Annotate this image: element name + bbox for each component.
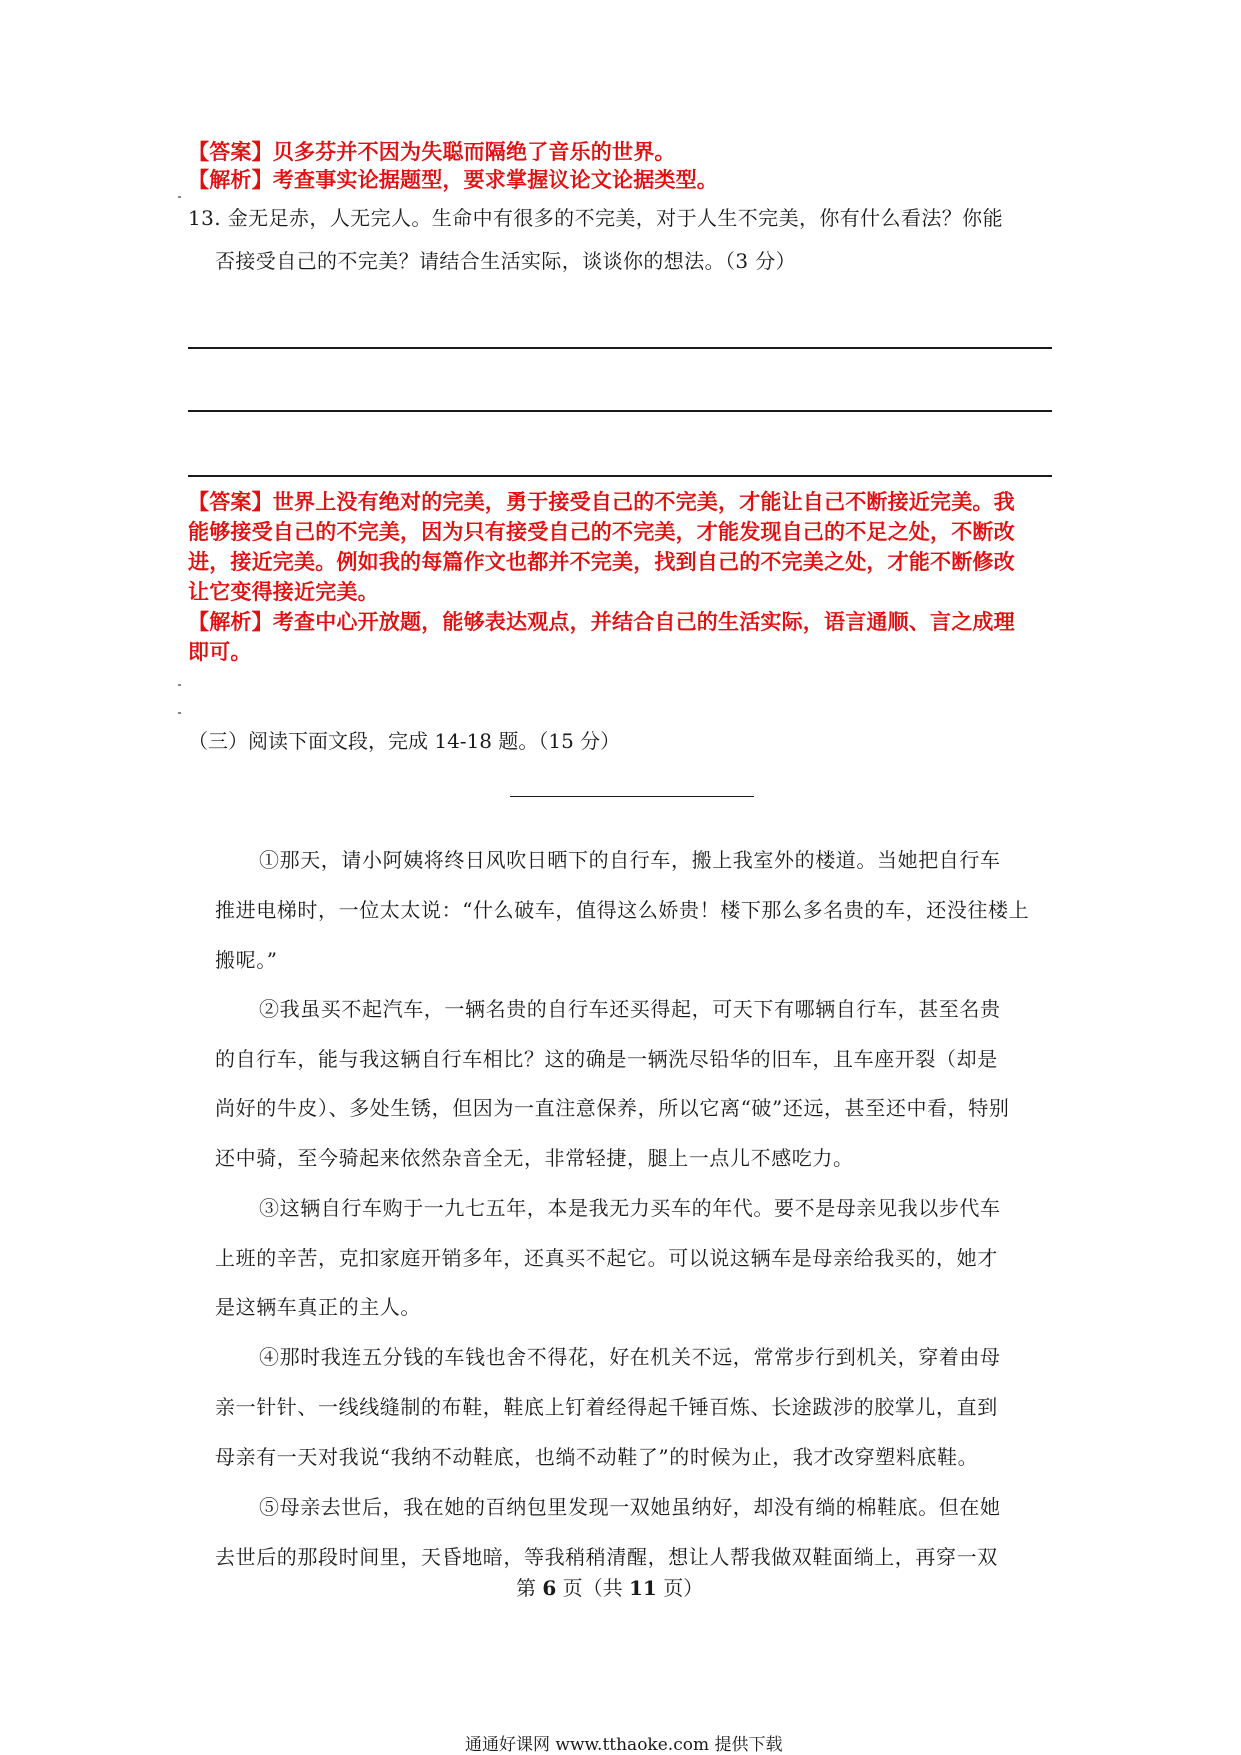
question-13-line-1: 13. 金无足赤，人无完人。生命中有很多的不完美，对于人生不完美，你有什么看法？你能 — [188, 206, 1003, 230]
passage-line: 推进电梯时，一位太太说：“什么破车，值得这么娇贵！楼下那么多名贵的车，还没往楼上 — [215, 898, 1030, 922]
analysis-12: 【解析】考查事实论据题型，要求掌握议论文论据类型。 — [188, 167, 718, 192]
answer-13-line: 能够接受自己的不完美，因为只有接受自己的不完美，才能发现自己的不足之处，不断改 — [188, 519, 1015, 544]
passage-line: 去世后的那段时间里，天昏地暗，等我稍稍清醒，想让人帮我做双鞋面绱上，再穿一双 — [215, 1545, 998, 1569]
passage-line: ⑤母亲去世后，我在她的百纳包里发现一双她虽纳好，却没有绱的棉鞋底。但在她 — [259, 1495, 1001, 1519]
passage-line: ④那时我连五分钱的车钱也舍不得花，好在机关不远，常常步行到机关，穿着由母 — [259, 1345, 1001, 1369]
passage-line: 亲一针针、一线线缝制的布鞋，鞋底上钉着经得起千锤百炼、长途跋涉的胶掌儿，直到 — [215, 1395, 998, 1419]
answer-writing-line — [188, 347, 1052, 349]
page-number-current: 6 — [542, 1576, 557, 1600]
page-number-prefix: 第 — [516, 1576, 536, 1600]
source-footer: 通通好课网 www.tthaoke.com 提供下载 — [465, 1735, 783, 1755]
answer-13-line: 进，接近完美。例如我的每篇作文也都并不完美，找到自己的不完美之处，才能不断修改 — [188, 549, 1015, 574]
passage-line: ③这辆自行车购于一九七五年，本是我无力买车的年代。要不是母亲见我以步代车 — [259, 1196, 1001, 1220]
answer-writing-line — [188, 410, 1052, 412]
page-number-middle: 页（共 — [562, 1576, 623, 1600]
page-number-total: 11 — [629, 1576, 657, 1600]
analysis-13-line: 即可。 — [188, 639, 252, 664]
passage-title-line — [510, 796, 754, 797]
passage-line: 还中骑，至今骑起来依然杂音全无，非常轻捷，腿上一点儿不感吃力。 — [215, 1146, 854, 1170]
answer-13-line: 【答案】世界上没有绝对的完美，勇于接受自己的不完美，才能让自己不断接近完美。我 — [188, 489, 1015, 514]
passage-line: 母亲有一天对我说“我纳不动鞋底，也绱不动鞋了”的时候为止，我才改穿塑料底鞋。 — [215, 1445, 979, 1469]
margin-mark — [178, 684, 181, 686]
margin-mark — [178, 196, 181, 198]
passage-line: ②我虽买不起汽车，一辆名贵的自行车还买得起，可天下有哪辆自行车，甚至名贵 — [259, 997, 1001, 1021]
analysis-13-line: 【解析】考查中心开放题，能够表达观点，并结合自己的生活实际，语言通顺、言之成理 — [188, 609, 1015, 634]
page-number-suffix: 页） — [663, 1576, 704, 1600]
question-13-line-2: 否接受自己的不完美？请结合生活实际，谈谈你的想法。（3 分） — [215, 249, 797, 273]
passage-line: ①那天，请小阿姨将终日风吹日晒下的自行车，搬上我室外的楼道。当她把自行车 — [259, 848, 1001, 872]
answer-12: 【答案】贝多芬并不因为失聪而隔绝了音乐的世界。 — [188, 139, 676, 164]
answer-writing-line — [188, 475, 1052, 477]
page-number — [516, 1572, 703, 1601]
passage-line: 是这辆车真正的主人。 — [215, 1295, 421, 1319]
passage-line: 搬呢。” — [215, 948, 278, 972]
passage-line: 上班的辛苦，克扣家庭开销多年，还真买不起它。可以说这辆车是母亲给我买的，她才 — [215, 1246, 998, 1270]
passage-line: 尚好的牛皮）、多处生锈，但因为一直注意保养，所以它离“破”还远，甚至还中看，特别 — [215, 1096, 1010, 1120]
margin-mark — [178, 712, 181, 714]
passage-line: 的自行车，能与我这辆自行车相比？这的确是一辆洗尽铅华的旧车，且车座开裂（却是 — [215, 1047, 998, 1071]
answer-13-line: 让它变得接近完美。 — [188, 579, 379, 604]
section-3-heading: （三）阅读下面文段，完成 14-18 题。（15 分） — [188, 729, 621, 753]
